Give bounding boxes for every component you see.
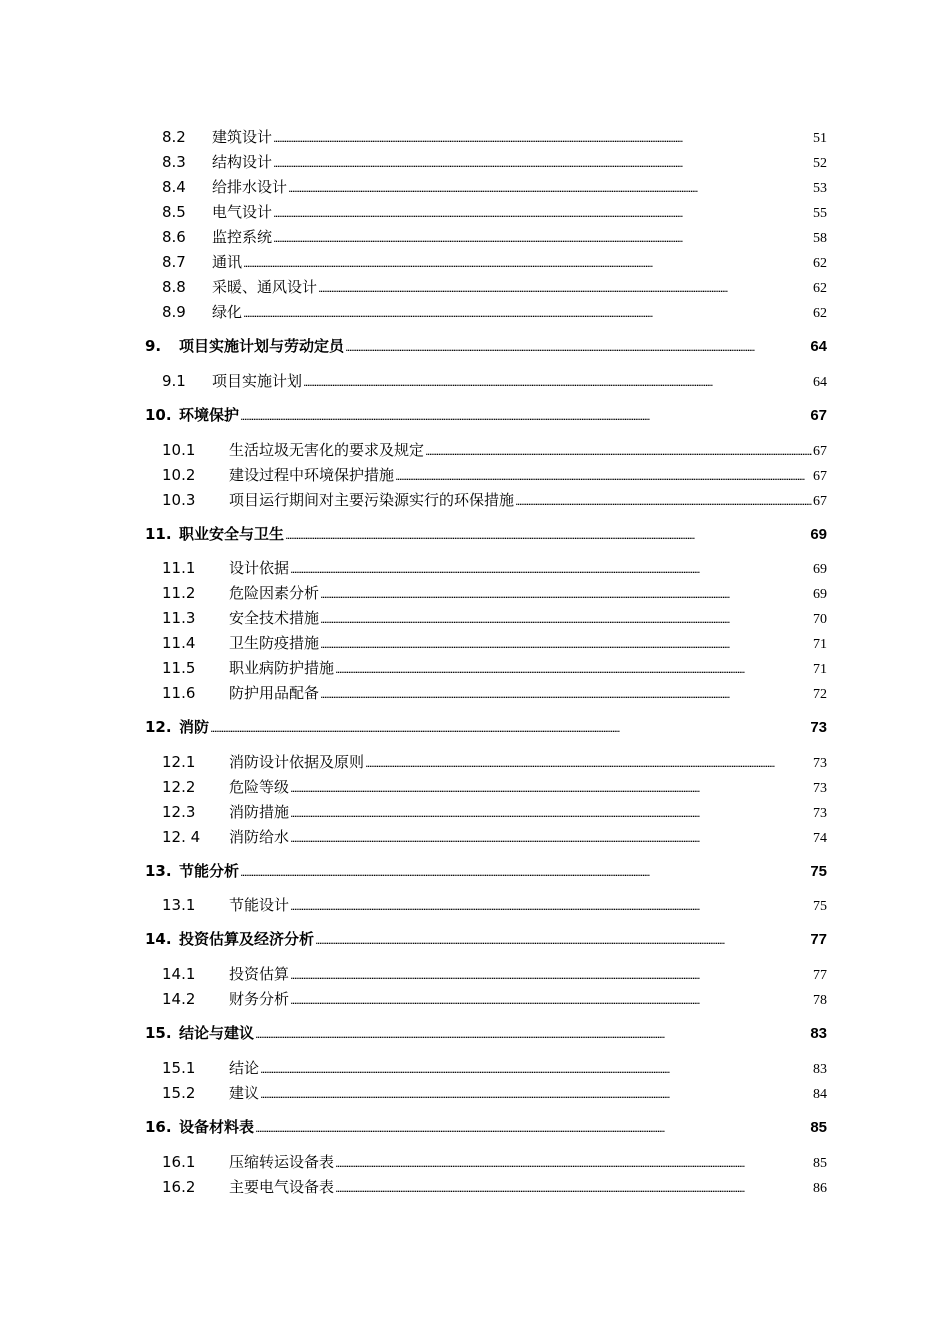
toc-page: 53: [813, 181, 827, 196]
toc-number: 9.1: [162, 372, 186, 390]
toc-chapter[interactable]: [145, 335, 827, 357]
dot-leader: [210, 716, 809, 740]
dot-leader: [243, 251, 812, 275]
toc-title: 采暖、通风设计: [212, 278, 318, 296]
toc-page: 71: [813, 637, 827, 652]
toc-page: 73: [813, 806, 827, 821]
toc-title: 电气设计: [212, 203, 273, 221]
dot-leader: [395, 464, 812, 488]
dot-leader: [320, 682, 812, 706]
dot-leader: [318, 276, 812, 300]
dot-leader: [255, 1116, 809, 1140]
toc-chapter-page: 67: [810, 407, 827, 424]
toc-title: 危险因素分析: [229, 584, 320, 602]
toc-chapter[interactable]: [145, 928, 827, 950]
toc-entry[interactable]: [162, 126, 827, 148]
toc-chapter-page: 69: [810, 526, 827, 543]
dot-leader: [425, 439, 812, 463]
toc-page: 84: [813, 1087, 827, 1102]
toc-chapter-number: 13.: [145, 862, 172, 880]
toc-entry[interactable]: [162, 151, 827, 173]
toc-number: 8.5: [162, 203, 186, 221]
dot-leader: [335, 1151, 812, 1175]
dot-leader: [290, 988, 812, 1012]
toc-entry[interactable]: [162, 1057, 827, 1079]
toc-title: 设计依据: [229, 559, 290, 577]
dot-leader: [273, 201, 812, 225]
dot-leader: [288, 176, 812, 200]
dot-leader: [273, 151, 812, 175]
toc-title: 压缩转运设备表: [229, 1153, 335, 1171]
toc-number: 14.2: [162, 990, 196, 1008]
toc-page: 72: [813, 687, 827, 702]
toc-entry[interactable]: [162, 301, 827, 323]
dot-leader: [320, 582, 812, 606]
toc-title: 生活垃圾无害化的要求及规定: [229, 441, 425, 459]
toc-title: 通讯: [212, 253, 243, 271]
toc-number: 16.2: [162, 1178, 196, 1196]
toc-number: 14.1: [162, 965, 196, 983]
dot-leader: [260, 1082, 812, 1106]
dot-leader: [255, 1022, 809, 1046]
toc-number: 11.3: [162, 609, 196, 627]
toc-chapter-number: 11.: [145, 525, 172, 543]
toc-chapter-number: 16.: [145, 1118, 172, 1136]
toc-number: 8.6: [162, 228, 186, 246]
toc-title: 建筑设计: [212, 128, 273, 146]
toc-page: 70: [813, 612, 827, 627]
toc-number: 11.1: [162, 559, 196, 577]
toc-number: 8.8: [162, 278, 186, 296]
toc-page: 69: [813, 562, 827, 577]
toc-chapter-title: 消防: [179, 718, 210, 736]
toc-entry[interactable]: [162, 557, 827, 579]
toc-entry[interactable]: [162, 776, 827, 798]
toc-number: 16.1: [162, 1153, 196, 1171]
toc-chapter[interactable]: [145, 1022, 827, 1044]
toc-number: 10.3: [162, 491, 196, 509]
toc-chapter-page: 77: [810, 931, 827, 948]
toc-chapter-page: 75: [810, 863, 827, 880]
toc-title: 结构设计: [212, 153, 273, 171]
toc-title: 节能设计: [229, 896, 290, 914]
toc-entry[interactable]: [162, 1176, 827, 1198]
toc-page: 62: [813, 256, 827, 271]
toc-page: 62: [813, 306, 827, 321]
toc-entry[interactable]: [162, 251, 827, 273]
toc-chapter-title: 节能分析: [179, 862, 240, 880]
toc-entry[interactable]: [162, 489, 827, 511]
toc-page: 67: [813, 444, 827, 459]
toc-title: 监控系统: [212, 228, 273, 246]
toc-chapter-number: 10.: [145, 406, 172, 424]
toc-number: 15.1: [162, 1059, 196, 1077]
dot-leader: [273, 126, 812, 150]
toc-chapter-number: 14.: [145, 930, 172, 948]
toc-entry[interactable]: [162, 1082, 827, 1104]
dot-leader: [335, 1176, 812, 1200]
toc-entry[interactable]: [162, 632, 827, 654]
toc-entry[interactable]: [162, 751, 827, 773]
toc-page: 73: [813, 781, 827, 796]
toc-chapter[interactable]: [145, 523, 827, 545]
toc-title: 消防设计依据及原则: [229, 753, 365, 771]
toc-entry[interactable]: [162, 963, 827, 985]
toc-entry[interactable]: [162, 370, 827, 392]
toc-number: 11.2: [162, 584, 196, 602]
toc-title: 职业病防护措施: [229, 659, 335, 677]
toc-entry[interactable]: [162, 226, 827, 248]
toc-entry[interactable]: [162, 276, 827, 298]
dot-leader: [290, 894, 812, 918]
dot-leader: [345, 335, 809, 359]
toc-chapter-number: 12.: [145, 718, 172, 736]
toc-page: 62: [813, 281, 827, 296]
toc-title: 危险等级: [229, 778, 290, 796]
toc-chapter-number: 15.: [145, 1024, 172, 1042]
toc-page: 83: [813, 1062, 827, 1077]
toc-page: 71: [813, 662, 827, 677]
toc-page: 55: [813, 206, 827, 221]
toc-page: 52: [813, 156, 827, 171]
toc-entry[interactable]: [162, 464, 827, 486]
toc-entry[interactable]: [162, 894, 827, 916]
toc-page: 73: [813, 756, 827, 771]
toc-page: 67: [813, 469, 827, 484]
dot-leader: [515, 489, 812, 513]
dot-leader: [260, 1057, 812, 1081]
toc-page: 85: [813, 1156, 827, 1171]
toc-entry[interactable]: [162, 988, 827, 1010]
toc-chapter-page: 85: [810, 1119, 827, 1136]
toc-number: 15.2: [162, 1084, 196, 1102]
toc-page: 58: [813, 231, 827, 246]
toc-page: 69: [813, 587, 827, 602]
toc-title: 安全技术措施: [229, 609, 320, 627]
toc-number: 12. 4: [162, 828, 201, 846]
dot-leader: [290, 801, 812, 825]
toc-title: 消防给水: [229, 828, 290, 846]
toc-page: 67: [813, 494, 827, 509]
dot-leader: [290, 557, 812, 581]
toc-title: 建议: [229, 1084, 260, 1102]
toc-number: 8.2: [162, 128, 186, 146]
dot-leader: [273, 226, 812, 250]
toc-page: 75: [813, 899, 827, 914]
dot-leader: [290, 826, 812, 850]
toc-title: 结论: [229, 1059, 260, 1077]
toc-chapter-title: 环境保护: [179, 406, 240, 424]
toc-chapter-title: 投资估算及经济分析: [179, 930, 315, 948]
toc-entry[interactable]: [162, 176, 827, 198]
toc-number: 11.4: [162, 634, 196, 652]
dot-leader: [315, 928, 809, 952]
toc-number: 12.1: [162, 753, 196, 771]
toc-number: 8.7: [162, 253, 186, 271]
toc-title: 消防措施: [229, 803, 290, 821]
toc-entry[interactable]: [162, 582, 827, 604]
toc-title: 防护用品配备: [229, 684, 320, 702]
toc-entry[interactable]: [162, 801, 827, 823]
toc-entry[interactable]: [162, 439, 827, 461]
toc-chapter-page: 73: [810, 719, 827, 736]
toc-number: 12.2: [162, 778, 196, 796]
toc-title: 主要电气设备表: [229, 1178, 335, 1196]
toc-number: 8.3: [162, 153, 186, 171]
dot-leader: [365, 751, 812, 775]
toc-title: 项目实施计划: [212, 372, 303, 390]
toc-entry[interactable]: [162, 826, 827, 848]
toc-title: 卫生防疫措施: [229, 634, 320, 652]
toc-chapter[interactable]: [145, 860, 827, 882]
toc-chapter-page: 64: [810, 338, 827, 355]
toc-entry[interactable]: [162, 607, 827, 629]
toc-page: 51: [813, 131, 827, 146]
toc-number: 12.3: [162, 803, 196, 821]
toc-chapter-page: 83: [810, 1025, 827, 1042]
dot-leader: [303, 370, 812, 394]
toc-chapter-title: 职业安全与卫生: [179, 525, 285, 543]
toc-chapter[interactable]: [145, 404, 827, 426]
toc-number: 8.4: [162, 178, 186, 196]
toc-chapter[interactable]: [145, 716, 827, 738]
dot-leader: [320, 607, 812, 631]
toc-title: 项目运行期间对主要污染源实行的环保措施: [229, 491, 515, 509]
toc-title: 投资估算: [229, 965, 290, 983]
dot-leader: [243, 301, 812, 325]
toc-page: 74: [813, 831, 827, 846]
toc-number: 11.5: [162, 659, 196, 677]
dot-leader: [285, 523, 809, 547]
toc-title: 财务分析: [229, 990, 290, 1008]
toc-title: 给排水设计: [212, 178, 288, 196]
toc-entry[interactable]: [162, 201, 827, 223]
toc-page: 64: [813, 375, 827, 390]
toc-number: 10.1: [162, 441, 196, 459]
dot-leader: [320, 632, 812, 656]
toc-entry[interactable]: [162, 1151, 827, 1173]
toc-chapter-title: 设备材料表: [179, 1118, 255, 1136]
toc-page: 77: [813, 968, 827, 983]
dot-leader: [240, 404, 809, 428]
toc-chapter[interactable]: [145, 1116, 827, 1138]
toc-entry[interactable]: [162, 657, 827, 679]
dot-leader: [335, 657, 812, 681]
dot-leader: [240, 860, 809, 884]
toc-page: 86: [813, 1181, 827, 1196]
toc-chapter-title: 项目实施计划与劳动定员: [179, 337, 345, 355]
toc-title: 绿化: [212, 303, 243, 321]
dot-leader: [290, 963, 812, 987]
toc-page: 78: [813, 993, 827, 1008]
toc-title: 建设过程中环境保护措施: [229, 466, 395, 484]
toc-number: 11.6: [162, 684, 196, 702]
toc-number: 13.1: [162, 896, 196, 914]
toc-number: 8.9: [162, 303, 186, 321]
dot-leader: [290, 776, 812, 800]
toc-number: 10.2: [162, 466, 196, 484]
toc-chapter-title: 结论与建议: [179, 1024, 255, 1042]
toc-chapter-number: 9.: [145, 337, 162, 355]
toc-entry[interactable]: [162, 682, 827, 704]
